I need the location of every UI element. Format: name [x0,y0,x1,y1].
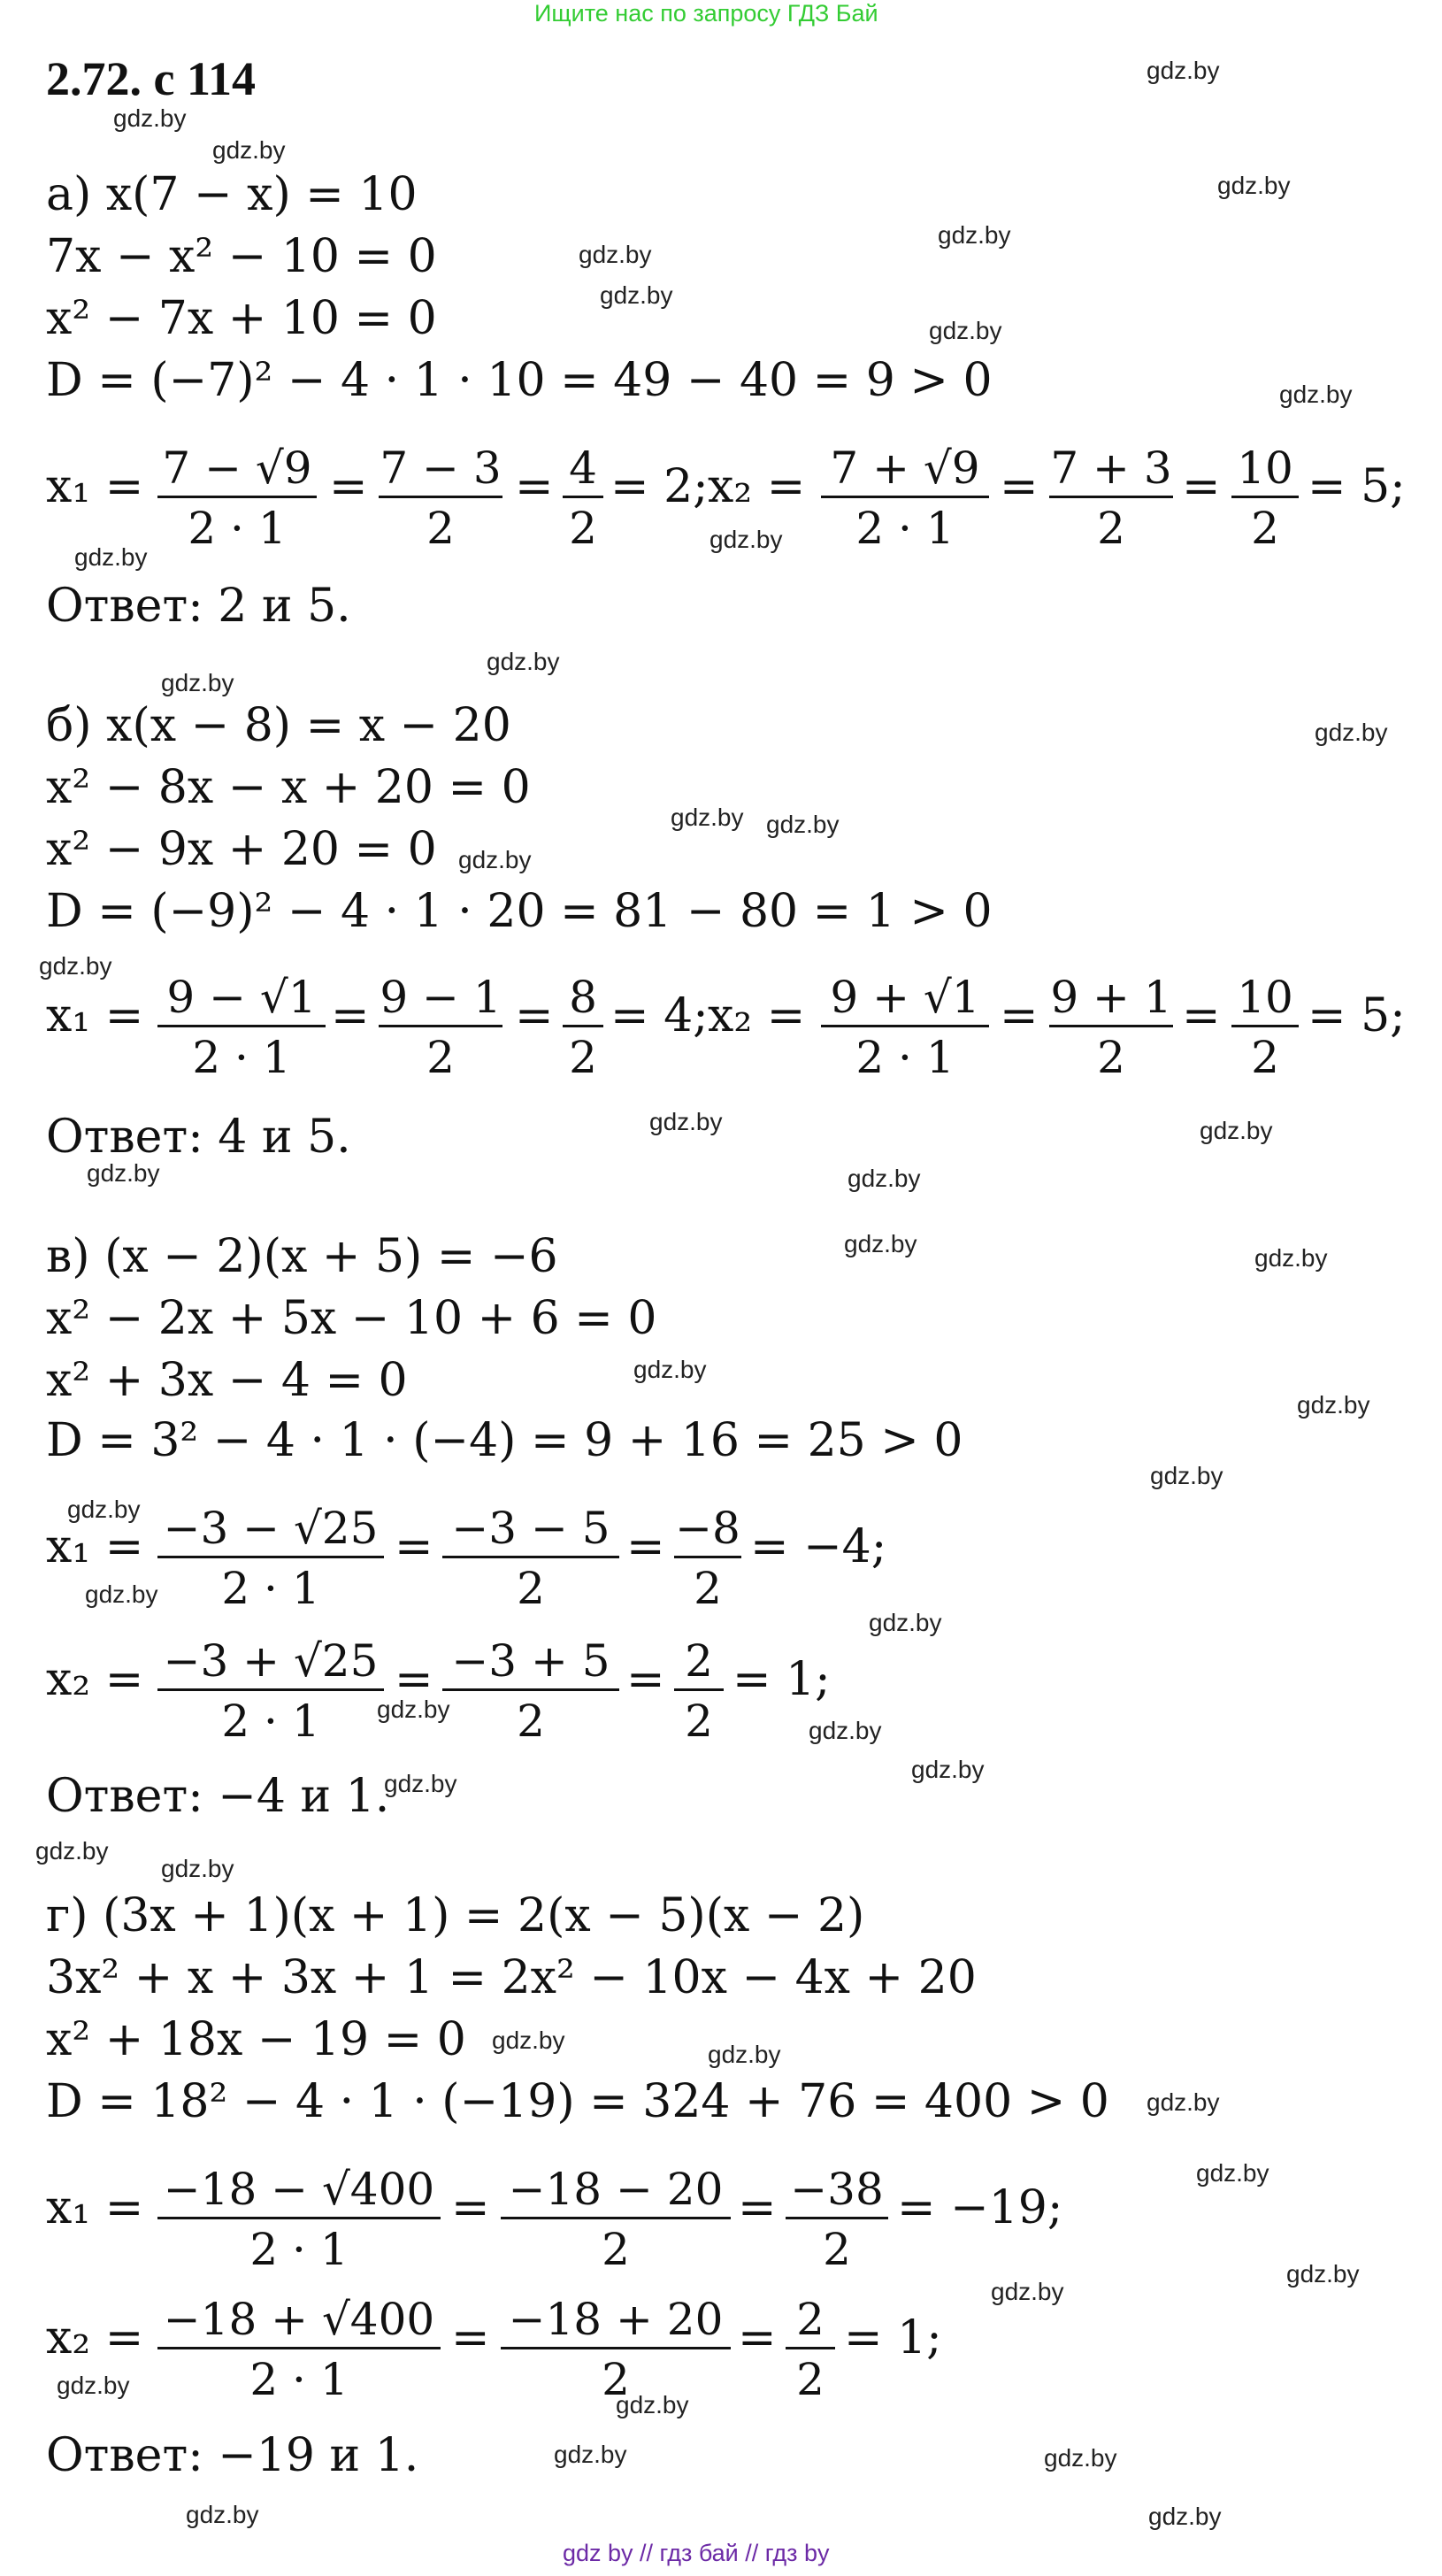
watermark: gdz.by [1196,2159,1269,2187]
denominator: 2 · 1 [249,2354,349,2405]
part-b-x1-label: x₁ = [46,989,144,1042]
part-v-x1-label: x₁ = [46,1520,144,1573]
part-g-x1-label: x₁ = [46,2181,144,2234]
part-g-x1-result: = −19; [897,2181,1063,2234]
part-b-fraction-6 [1231,972,1299,1083]
denominator: 2 [1097,1032,1125,1083]
numerator: 7 + 3 [1050,442,1172,494]
denominator: 2 · 1 [221,1696,320,1747]
part-b-discriminant: D = (−9)² − 4 · 1 · 20 = 81 − 80 = 1 > 0 [46,885,993,938]
equals-sign: = [395,1653,433,1706]
watermark: gdz.by [1044,2444,1117,2472]
part-g-line-2: 3x² + x + 3x + 1 = 2x² − 10x − 4x + 20 [46,1951,977,2004]
part-b-fraction-5 [1049,972,1173,1083]
part-a-fraction-3 [563,442,603,554]
denominator: 2 [426,503,455,554]
part-v-x2-label: x₂ = [46,1653,144,1706]
watermark: gdz.by [1217,172,1291,199]
watermark: gdz.by [1150,1462,1223,1489]
numerator: −18 − 20 [508,2164,724,2215]
part-g-x1-fraction-2 [501,2164,731,2275]
watermark: gdz.by [212,136,286,164]
part-v-x1-fraction-2 [442,1503,619,1614]
watermark: gdz.by [929,317,1002,344]
watermark: gdz.by [1297,1391,1370,1419]
watermark: gdz.by [1315,719,1388,746]
watermark: gdz.by [809,1717,882,1744]
watermark: gdz.by [554,2441,627,2468]
part-a-line-2: 7x − x² − 10 = 0 [46,230,437,283]
watermark: gdz.by [57,2372,130,2399]
numerator: 9 − 1 [380,972,502,1023]
part-v-x1-fraction-3 [674,1503,741,1614]
watermark: gdz.by [869,1609,942,1636]
part-b-x1-result: = 4; [610,989,709,1042]
watermark: gdz.by [186,2501,259,2528]
watermark: gdz.by [384,1770,457,1797]
watermark: gdz.by [85,1580,158,1608]
part-a-fraction-4 [821,442,989,554]
exercise-title: 2.72. с 114 [46,52,256,105]
watermark: gdz.by [1279,381,1353,408]
part-a-line-3: x² − 7x + 10 = 0 [46,292,437,345]
watermark: gdz.by [579,241,652,268]
part-v-x1-fraction-1 [157,1503,384,1614]
watermark: gdz.by [1148,2503,1222,2530]
numerator: 10 [1237,972,1293,1023]
numerator: −38 [790,2164,884,2215]
watermark: gdz.by [67,1496,141,1523]
part-b-answer: Ответ: 4 и 5. [46,1111,351,1164]
watermark: gdz.by [991,2278,1064,2305]
watermark: gdz.by [161,1855,234,1882]
watermark: gdz.by [848,1165,921,1192]
numerator: 10 [1237,442,1293,494]
denominator: 2 [1251,503,1279,554]
watermark: gdz.by [600,281,673,309]
denominator: 2 · 1 [855,1032,955,1083]
watermark: gdz.by [492,2026,565,2054]
denominator: 2 [517,1563,545,1614]
numerator: 9 + 1 [1050,972,1172,1023]
equals-sign: = [515,460,554,513]
numerator: −18 + √400 [163,2294,435,2345]
equals-sign: = [738,2181,777,2234]
part-v-discriminant: D = 3² − 4 · 1 · (−4) = 9 + 16 = 25 > 0 [46,1414,963,1467]
watermark: gdz.by [938,221,1011,249]
denominator: 2 [823,2224,851,2275]
denominator: 2 · 1 [188,503,287,554]
part-v-line-2: x² − 2x + 5x − 10 + 6 = 0 [46,1292,657,1345]
equals-sign: = [626,1520,665,1573]
part-a-x2-result: = 5; [1308,460,1406,513]
part-v-x2-fraction-1 [157,1635,384,1747]
denominator: 2 [426,1032,455,1083]
part-a-line-1: а) x(7 − x) = 10 [46,168,418,221]
watermark: gdz.by [35,1837,109,1865]
part-g-x2-fraction-3 [786,2294,835,2405]
part-a-answer: Ответ: 2 и 5. [46,580,351,633]
part-g-line-3: x² + 18x − 19 = 0 [46,2013,466,2066]
part-b-line-1: б) x(x − 8) = x − 20 [46,699,511,752]
part-v-answer: Ответ: −4 и 1. [46,1770,390,1823]
equals-sign: = [451,2311,490,2365]
numerator: −3 − √25 [163,1503,379,1554]
denominator: 2 [685,1696,713,1747]
watermark: gdz.by [458,846,532,873]
watermark: gdz.by [39,952,112,980]
denominator: 2 [1251,1032,1279,1083]
part-v-line-1: в) (x − 2)(x + 5) = −6 [46,1230,558,1283]
denominator: 2 [517,1696,545,1747]
equals-sign: = [1182,460,1221,513]
part-b-fraction-4 [821,972,989,1083]
watermark: gdz.by [671,804,744,831]
watermark: gdz.by [377,1696,450,1723]
equals-sign: = [626,1653,665,1706]
part-a-x1-result: = 2; [610,460,709,513]
numerator: 9 − √1 [166,972,317,1023]
denominator: 2 [1097,503,1125,554]
numerator: −18 + 20 [508,2294,724,2345]
watermark: gdz.by [1254,1244,1328,1272]
numerator: 2 [796,2294,825,2345]
equals-sign: = [329,460,368,513]
denominator: 2 [694,1563,722,1614]
part-a-discriminant: D = (−7)² − 4 · 1 · 10 = 49 − 40 = 9 > 0 [46,354,993,407]
denominator: 2 [569,1032,597,1083]
denominator: 2 · 1 [221,1563,320,1614]
part-b-fraction-3 [563,972,603,1083]
numerator: 7 − 3 [380,442,502,494]
part-g-answer: Ответ: −19 и 1. [46,2429,419,2482]
numerator: −3 + √25 [163,1635,379,1687]
part-g-discriminant: D = 18² − 4 · 1 · (−19) = 324 + 76 = 400 > 0 [46,2075,1109,2128]
watermark: gdz.by [161,669,234,696]
part-v-x2-fraction-3 [674,1635,724,1747]
denominator: 2 [602,2224,630,2275]
numerator: 7 + √9 [830,442,980,494]
numerator: −3 − 5 [451,1503,610,1554]
top-banner[interactable]: Ищите нас по запросу ГДЗ Бай [534,0,878,27]
part-g-x1-fraction-3 [786,2164,888,2275]
part-g-x1-fraction-1 [157,2164,441,2275]
part-g-x2-result: = 1; [844,2311,942,2365]
watermark: gdz.by [1147,57,1220,84]
numerator: 8 [569,972,597,1023]
part-b-fraction-1 [157,972,326,1083]
part-b-line-3: x² − 9x + 20 = 0 [46,823,437,876]
part-a-fraction-1 [157,442,317,554]
equals-sign: = [738,2311,777,2365]
part-g-x2-fraction-1 [157,2294,441,2405]
watermark: gdz.by [633,1356,707,1383]
equals-sign: = [515,989,554,1042]
numerator: 9 + √1 [830,972,980,1023]
watermark: gdz.by [1286,2260,1360,2288]
equals-sign: = [1000,460,1039,513]
part-a-fraction-6 [1231,442,1299,554]
numerator: −8 [675,1503,740,1554]
numerator: 2 [685,1635,713,1687]
part-v-x1-result: = −4; [750,1520,887,1573]
numerator: 4 [569,442,597,494]
part-a-x2-label: x₂ = [708,460,806,513]
numerator: −18 − √400 [163,2164,435,2215]
part-g-x2-label: x₂ = [46,2311,144,2365]
denominator: 2 · 1 [855,503,955,554]
numerator: −3 + 5 [451,1635,610,1687]
denominator: 2 [569,503,597,554]
watermark: gdz.by [616,2391,689,2418]
part-v-line-3: x² + 3x − 4 = 0 [46,1354,408,1407]
watermark: gdz.by [1147,2088,1220,2116]
equals-sign: = [1182,989,1221,1042]
part-g-line-1: г) (3x + 1)(x + 1) = 2(x − 5)(x − 2) [46,1889,865,1942]
part-b-line-2: x² − 8x − x + 20 = 0 [46,761,531,814]
denominator: 2 [796,2354,825,2405]
watermark: gdz.by [113,104,187,132]
watermark: gdz.by [911,1756,985,1783]
part-v-x2-fraction-2 [442,1635,619,1747]
numerator: 7 − √9 [162,442,312,494]
part-b-x2-label: x₂ = [708,989,806,1042]
watermark: gdz.by [709,526,783,553]
part-a-fraction-5 [1049,442,1173,554]
equals-sign: = [395,1520,433,1573]
watermark: gdz.by [649,1108,723,1135]
equals-sign: = [1000,989,1039,1042]
watermark: gdz.by [766,811,840,838]
part-v-x2-result: = 1; [733,1653,831,1706]
denominator: 2 [602,2354,630,2405]
watermark: gdz.by [87,1159,160,1187]
part-b-fraction-2 [379,972,502,1083]
denominator: 2 · 1 [192,1032,291,1083]
watermark: gdz.by [708,2041,781,2068]
watermark: gdz.by [1200,1117,1273,1144]
watermark: gdz.by [844,1230,917,1257]
equals-sign: = [451,2181,490,2234]
part-a-fraction-2 [379,442,502,554]
part-a-x1-label: x₁ = [46,460,144,513]
denominator: 2 · 1 [249,2224,349,2275]
watermark: gdz.by [487,648,560,675]
part-b-x2-result: = 5; [1308,989,1406,1042]
equals-sign: = [331,989,370,1042]
watermark: gdz.by [74,543,148,571]
footer-links[interactable]: gdz by // гдз бай // гдз by [563,2540,830,2566]
